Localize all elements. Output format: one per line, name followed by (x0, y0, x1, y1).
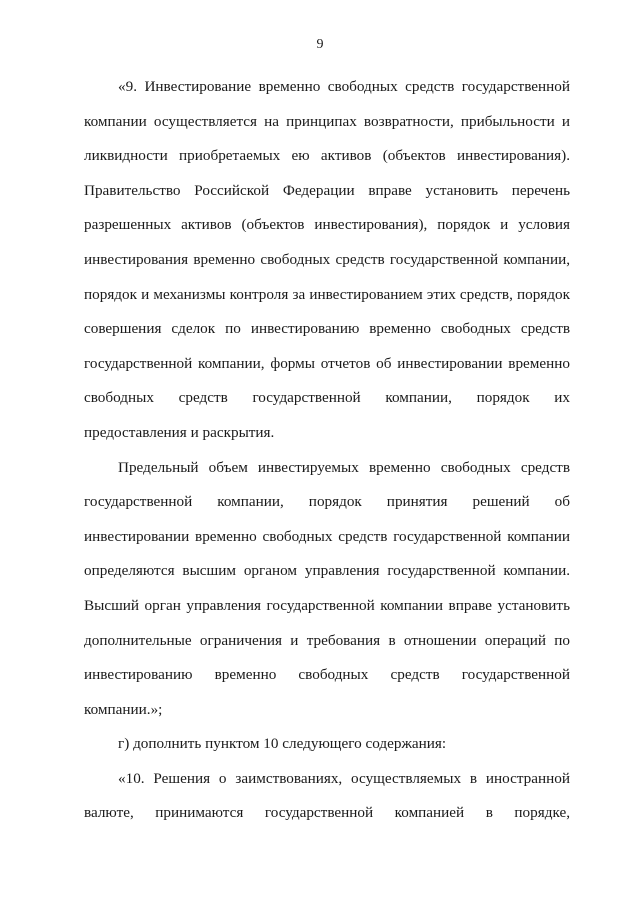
paragraph-item-10: «10. Решения о заимствованиях, осуществляемых в иностранной валюте, принимаются государственной компанией в порядке, (84, 769, 570, 822)
document-body (84, 70, 570, 831)
paragraph-amendment-g: г) дополнить пунктом 10 следующего содержания: (118, 735, 447, 753)
page-number: 9 (316, 37, 324, 52)
paragraph-item-9: «9. Инвестирование временно свободных средств государственной компании осуществляется на принципах возвратности, прибыльности и ликвидности приобретаемых ею активов (объектов инвестирования). Правительство Российской Федерации вправе установить перечень разрешенных активов (объектов инвестирования), порядок и условия инвестирования временно свободных средств государственной компании, порядок и механизмы контроля за инвестированием этих средств, порядок совершения сделок по инвестированию временно свободных средств государственной компании, формы отчетов об инвестировании временно свободных средств государственной компании, порядок их предоставления и раскрытия. (84, 78, 570, 441)
paragraph-investment-limit: Предельный объем инвестируемых временно свободных средств государственной компании, порядок принятия решений об инвестировании временно свободных средств государственной компании определяются высшим органом управления государственной компании. Высший орган управления государственной компании вправе установить дополнительные ограничения и требования в отношении операций по инвестированию временно свободных средств государственной компании.»; (84, 458, 570, 718)
